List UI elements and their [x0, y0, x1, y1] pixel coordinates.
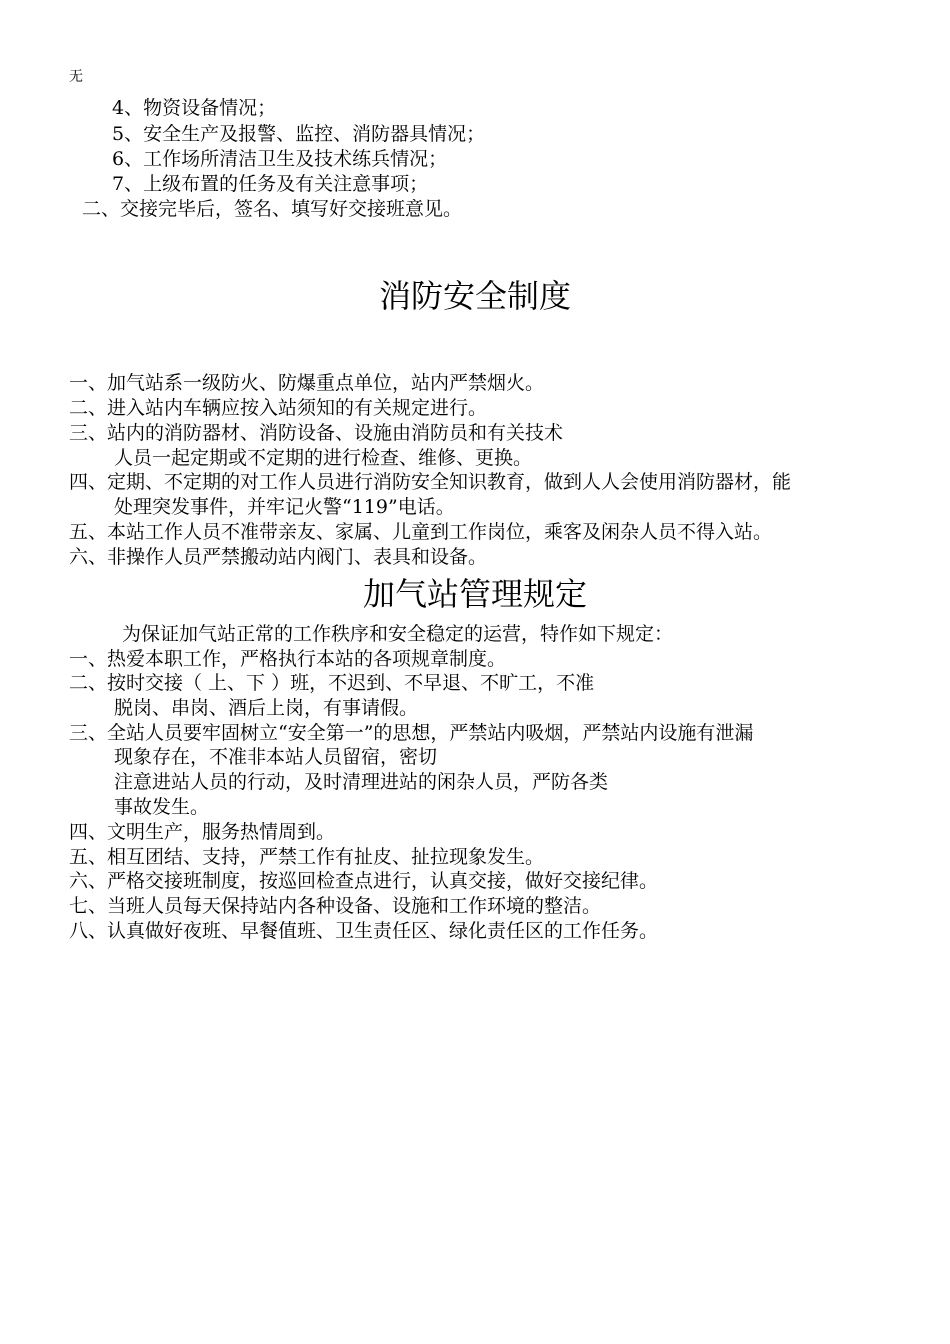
management-item: 四、文明生产，服务热情周到。 — [69, 821, 336, 843]
fire-safety-item: 一、加气站系一级防火、防爆重点单位，站内严禁烟火。 — [69, 372, 545, 394]
management-item: 三、全站人员要牢固树立“安全第一”的思想，严禁站内吸烟，严禁站内设施有泄漏 — [69, 722, 754, 744]
fire-safety-item-continuation: 处理突发事件，并牢记火警“119”电话。 — [114, 496, 455, 518]
fire-safety-title: 消防安全制度 — [378, 277, 571, 315]
management-item: 五、相互团结、支持，严禁工作有扯皮、扯拉现象发生。 — [69, 846, 545, 868]
handover-item: 6、工作场所清洁卫生及技术练兵情况； — [112, 148, 448, 170]
handover-item: 5、安全生产及报警、监控、消防器具情况； — [112, 123, 486, 145]
management-item: 六、严格交接班制度，按巡回检查点进行，认真交接，做好交接纪律。 — [69, 870, 659, 892]
fire-safety-item: 四、定期、不定期的对工作人员进行消防安全知识教育，做到人人会使用消防器材，能 — [69, 471, 792, 493]
management-item-continuation: 注意进站人员的行动，及时清理进站的闲杂人员，严防各类 — [114, 771, 609, 793]
page-corner-mark: 无 — [69, 69, 83, 85]
management-item: 八、认真做好夜班、早餐值班、卫生责任区、绿化责任区的工作任务。 — [69, 920, 659, 942]
management-item-continuation: 脱岗、串岗、酒后上岗，有事请假。 — [114, 697, 419, 719]
management-item: 一、热爱本职工作，严格执行本站的各项规章制度。 — [69, 648, 507, 670]
management-item: 七、当班人员每天保持站内各种设备、设施和工作环境的整洁。 — [69, 895, 602, 917]
handover-item: 7、上级布置的任务及有关注意事项； — [112, 173, 429, 195]
management-intro: 为保证加气站正常的工作秩序和安全稳定的运营，特作如下规定： — [122, 623, 674, 645]
management-item-continuation: 现象存在，不准非本站人员留宿，密切 — [114, 746, 438, 768]
fire-safety-item-continuation: 人员一起定期或不定期的进行检查、维修、更换。 — [114, 447, 533, 469]
fire-safety-item: 三、站内的消防器材、消防设备、设施由消防员和有关技术 — [69, 422, 564, 444]
handover-closing: 二、交接完毕后，签名、填写好交接班意见。 — [82, 198, 463, 220]
management-item: 二、按时交接（ 上、下 ）班，不迟到、不早退、不旷工，不准 — [69, 672, 595, 694]
fire-safety-item: 二、进入站内车辆应按入站须知的有关规定进行。 — [69, 397, 488, 419]
management-item-continuation: 事故发生。 — [114, 796, 210, 818]
fire-safety-item: 六、非操作人员严禁搬动站内阀门、表具和设备。 — [69, 546, 488, 568]
management-title: 加气站管理规定 — [362, 575, 587, 613]
handover-item: 4、物资设备情况； — [112, 97, 277, 119]
fire-safety-item: 五、本站工作人员不准带亲友、家属、儿童到工作岗位，乘客及闲杂人员不得入站。 — [69, 521, 773, 543]
